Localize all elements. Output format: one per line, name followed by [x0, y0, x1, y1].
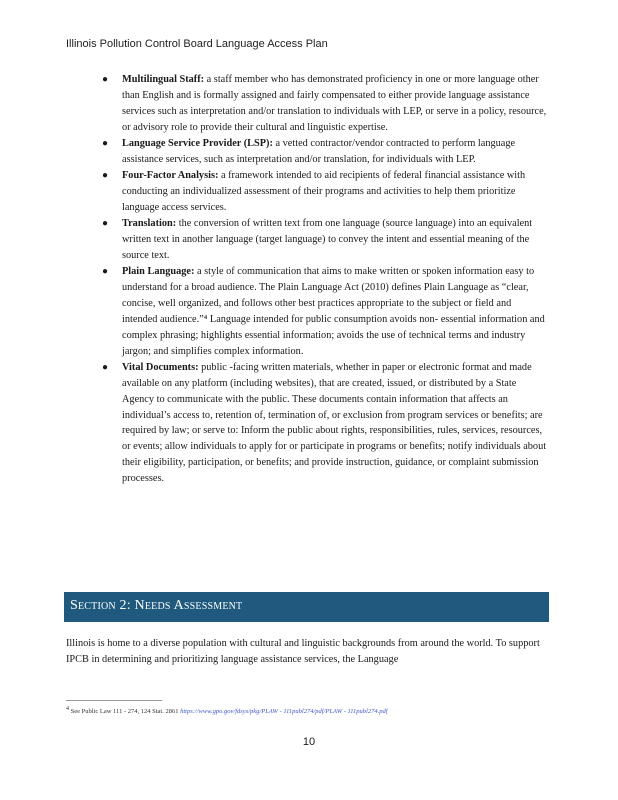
definition-term: Language Service Provider (LSP): [122, 137, 273, 149]
footnote-citation: See Public Law 111 - 274, 124 Stat. 2861 [70, 708, 179, 716]
footnote-divider [66, 700, 162, 701]
definition-term: Plain Language: [122, 266, 195, 278]
definition-term: Four-Factor Analysis: [122, 170, 219, 182]
footnote-number: 4 [66, 706, 69, 712]
definition-text: a staff member who has demonstrated proficiency in one or more language other than English and is formally assigned and fairly compensated to either provide language assistance services such as interpretation and/or translation to individuals with LEP, or serve in a policy, resource, or advisory role to provide their cultural and linguistic expertise. [122, 74, 547, 133]
running-header: Illinois Pollution Control Board Language Access Plan [66, 38, 328, 50]
definition-language-service-provider [102, 136, 548, 168]
definition-term: Multilingual Staff: [122, 74, 205, 85]
definition-text: the conversion of written text from one language (source language) into an equivalent written text in another language (target language) to convey the intent and essential meaning of the source text. [122, 218, 533, 261]
page-number: 10 [302, 736, 316, 748]
bullet-icon: ● [102, 361, 109, 373]
definition-text: public -facing written materials, whether in paper or electronic format and made available on any platform (including websites), that are created, issued, or distributed by a State Agency to communicate with the public. These documents contain information that affects an individual’s access to, retention of, termination of, or exclusion from program services or benefits; are required by law; or serve to: Inform the public about rights, responsibilities, rules, services, resources, or events; allow individuals to apply for or participate in programs or benefits; notify individuals about their eligibility, participation, or benefits; and provide instruction, guidance, or complaint submission processes. [122, 361, 547, 485]
definition-multilingual-staff [102, 72, 548, 136]
bullet-icon: ● [102, 137, 109, 149]
definition-translation [102, 216, 548, 264]
definition-term: Translation: [122, 218, 177, 230]
definition-term: Vital Documents: [122, 361, 199, 373]
footnote [66, 704, 526, 717]
definition-text: a vetted contractor/vendor contracted to perform language assistance services, such as interpretation and/or translation, for individuals with LEP. [122, 137, 516, 165]
section-banner [64, 592, 549, 622]
definition-text: a style of communication that aims to make written or spoken information easy to understand for a broad audience. The Plain Language Act (2010) defines Plain Language as “clear, concise, well organized, and follows other best practices appropriate to the subject or field and intended audience.”⁴ Language intended for public consumption avoids non- essential information and complex phrasing; highlights essential information; avoids the use of technical terms and industry jargon; and simplifies complex information. [122, 266, 545, 357]
definition-four-factor-analysis [102, 168, 548, 216]
definition-vital-documents [102, 360, 548, 487]
definition-text: a framework intended to aid recipients of federal financial assistance with conducting an individualized assessment of their programs and activities to help them prioritize language access services. [122, 170, 526, 213]
definition-plain-language [102, 264, 548, 359]
body-paragraph: Illinois is home to a diverse population with cultural and linguistic backgrounds from around the world. To support IPCB in determining and prioritizing language assistance services, the Language [66, 638, 540, 665]
bullet-icon: ● [102, 266, 109, 278]
footnote-link[interactable]: https://www.gpo.gov/fdsys/pkg/PLAW - 111publ274/pdf/PLAW - 111publ274.pdf [180, 708, 388, 716]
definitions-list [102, 72, 548, 487]
bullet-icon: ● [102, 74, 109, 85]
bullet-icon: ● [102, 170, 109, 182]
bullet-icon: ● [102, 218, 109, 230]
section-title: Section 2: Needs Assessment [70, 598, 243, 613]
